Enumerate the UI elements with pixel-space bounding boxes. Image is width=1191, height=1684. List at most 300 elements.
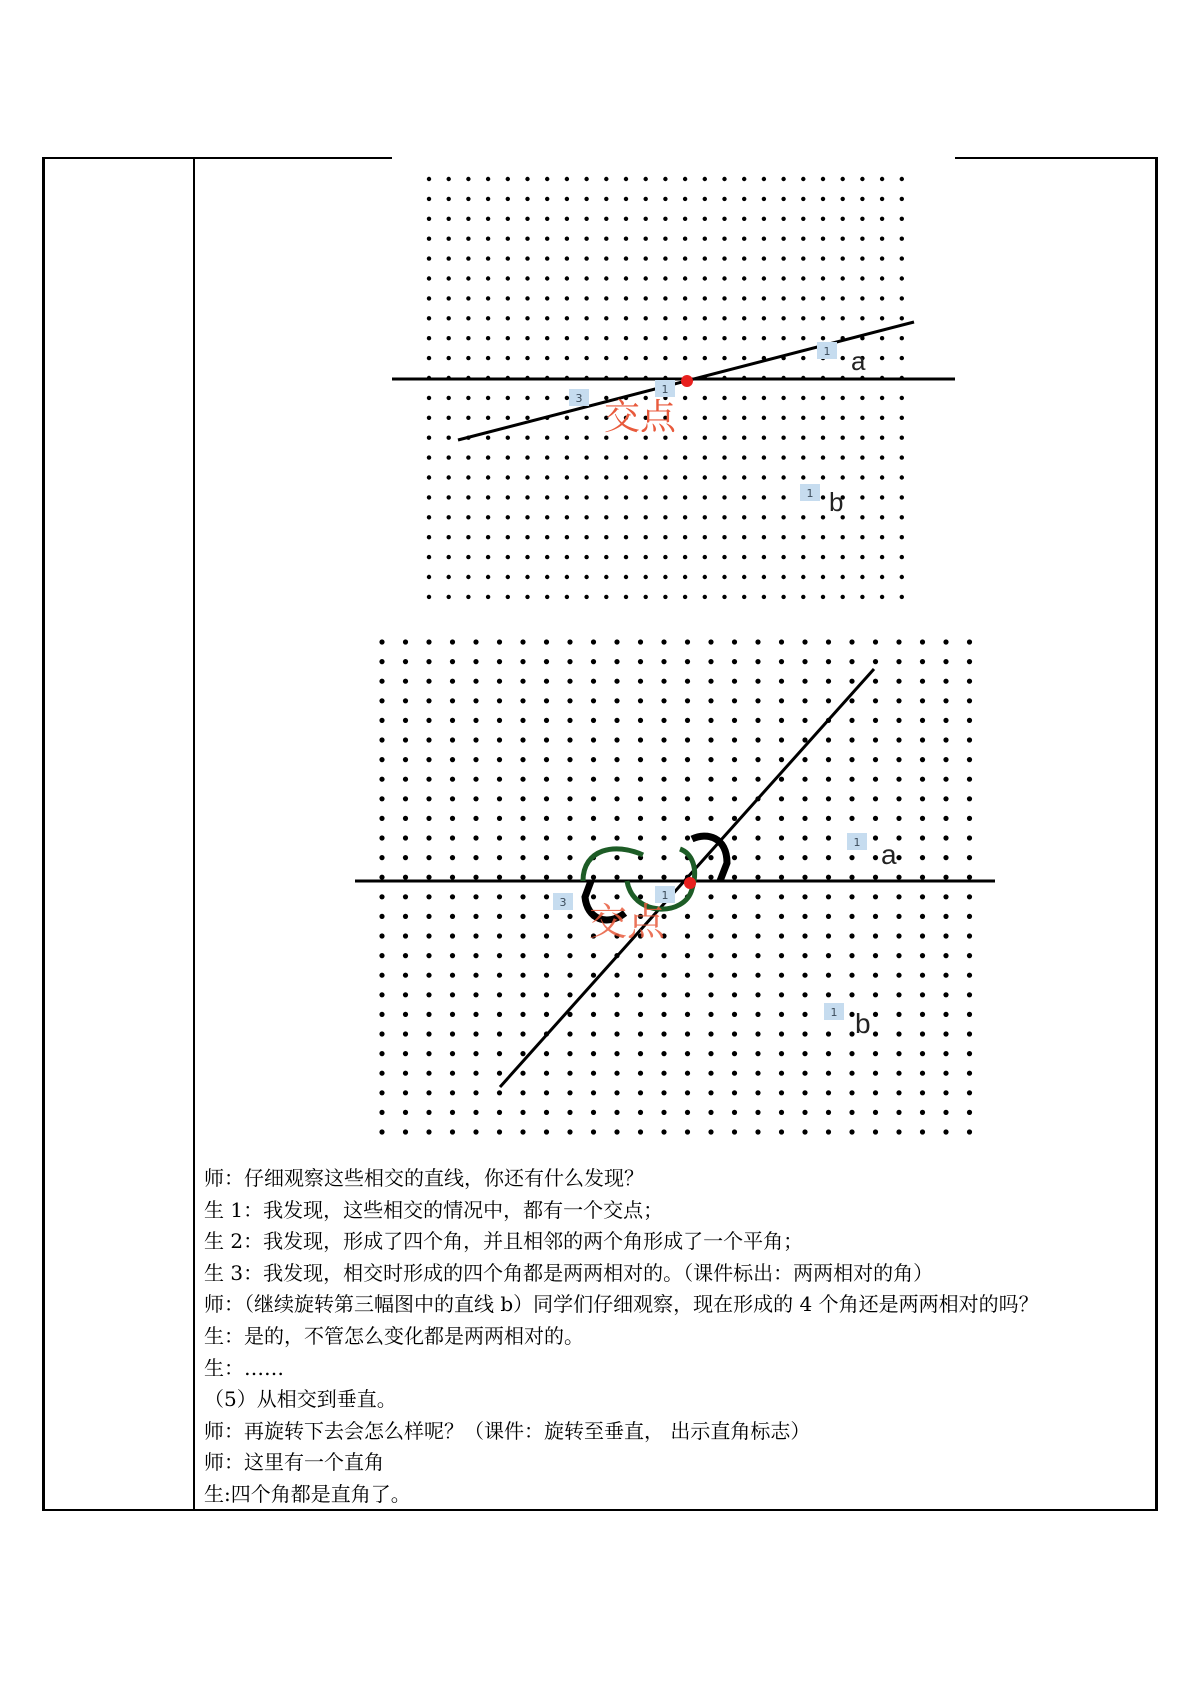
grid-dot [644,276,648,280]
grid-dot [545,515,549,519]
grid-dot [801,436,805,440]
grid-dot [880,416,884,420]
grid-dot [873,777,878,782]
grid-dot [567,777,572,782]
grid-dot [545,495,549,499]
grid-dot [591,1012,596,1017]
grid-dot [873,953,878,958]
grid-dot [920,1031,925,1036]
grid-dot [473,796,478,801]
grid-dot [880,436,884,440]
grid-dot [841,436,845,440]
grid-dot [896,757,901,762]
grid-dot [860,256,864,260]
dot-grid [379,639,972,1134]
grid-dot [545,276,549,280]
grid-dot [544,933,549,938]
grid-dot [880,495,884,499]
grid-dot [722,217,726,221]
grid-dot [801,177,805,181]
grid-dot [826,698,831,703]
grid-dot [661,1012,666,1017]
grid-dot [584,197,588,201]
grid-dot [545,256,549,260]
grid-dot [661,816,666,821]
grid-dot [624,177,628,181]
grid-dot [821,197,825,201]
grid-dot [379,718,384,723]
dialogue-block [204,1163,1154,1511]
grid-dot [544,855,549,860]
grid-dot [426,1090,431,1095]
grid-dot [584,416,588,420]
grid-dot [497,1031,502,1036]
grid-dot [591,1110,596,1115]
grid-dot [683,396,687,400]
grid-dot [841,177,845,181]
grid-dot [403,796,408,801]
grid-dot [506,436,510,440]
grid-dot [860,595,864,599]
grid-dot [779,992,784,997]
grid-dot [644,475,648,479]
grid-dot [379,992,384,997]
grid-dot [644,217,648,221]
grid-dot [802,777,807,782]
grid-dot [567,718,572,723]
grid-dot [920,777,925,782]
grid-dot [802,855,807,860]
grid-dot [545,237,549,241]
figure-1-svg [392,157,955,605]
grid-dot [849,953,854,958]
grid-dot [860,177,864,181]
grid-dot [943,816,948,821]
grid-dot [604,575,608,579]
grid-dot [450,777,455,782]
grid-dot [447,356,451,360]
grid-dot [450,796,455,801]
grid-dot [661,1129,666,1134]
grid-dot [943,698,948,703]
grid-dot [826,953,831,958]
grid-dot [873,737,878,742]
grid-dot [943,973,948,978]
grid-dot [638,1012,643,1017]
grid-dot [497,875,502,880]
grid-dot [849,1110,854,1115]
grid-dot [663,217,667,221]
grid-dot [427,316,431,320]
grid-dot [841,455,845,459]
grid-dot [802,816,807,821]
grid-dot [403,757,408,762]
grid-dot [450,1012,455,1017]
grid-dot [896,1071,901,1076]
grid-dot [567,1031,572,1036]
grid-dot [849,1012,854,1017]
grid-dot [614,816,619,821]
grid-dot [826,875,831,880]
grid-dot [426,992,431,997]
grid-dot [781,515,785,519]
grid-dot [426,835,431,840]
grid-dot [591,737,596,742]
grid-dot [427,356,431,360]
grid-dot [802,679,807,684]
grid-dot [426,777,431,782]
grid-dot [565,416,569,420]
grid-dot [755,1012,760,1017]
dialogue-line: 生：是的，不管怎么变化都是两两相对的。 [204,1323,584,1348]
grid-dot [466,455,470,459]
grid-dot [685,777,690,782]
grid-dot [525,256,529,260]
grid-dot [624,455,628,459]
grid-dot [486,356,490,360]
grid-dot [427,455,431,459]
grid-dot [920,875,925,880]
grid-dot [565,296,569,300]
grid-dot [685,1031,690,1036]
grid-dot [591,1051,596,1056]
grid-dot [506,336,510,340]
grid-dot [486,296,490,300]
grid-dot [426,855,431,860]
grid-dot [781,336,785,340]
grid-dot [967,777,972,782]
grid-dot [403,1012,408,1017]
grid-dot [638,973,643,978]
grid-dot [779,639,784,644]
grid-dot [781,575,785,579]
grid-dot [591,796,596,801]
grid-dot [506,396,510,400]
grid-dot [943,894,948,899]
grid-dot [896,639,901,644]
grid-dot [685,973,690,978]
grid-dot [426,816,431,821]
grid-dot [708,914,713,919]
grid-dot [447,197,451,201]
marker-b [824,1003,844,1020]
grid-dot [900,495,904,499]
grid-dot [450,973,455,978]
grid-dot [732,933,737,938]
grid-dot [638,1051,643,1056]
grid-dot [525,296,529,300]
marker-left [553,893,573,910]
grid-dot [506,197,510,201]
dialogue-line: 生 1：我发现，这些相交的情况中，都有一个交点； [204,1197,664,1222]
grid-dot [732,757,737,762]
grid-dot [708,992,713,997]
grid-dot [544,835,549,840]
grid-dot [802,698,807,703]
grid-dot [821,475,825,479]
grid-dot [506,177,510,181]
svg-text:1: 1 [830,1006,838,1019]
grid-dot [604,356,608,360]
grid-dot [450,718,455,723]
grid-dot [880,256,884,260]
grid-dot [920,855,925,860]
grid-dot [742,515,746,519]
grid-dot [732,875,737,880]
grid-dot [683,237,687,241]
grid-dot [900,535,904,539]
grid-dot [379,777,384,782]
grid-dot [708,639,713,644]
grid-dot [896,914,901,919]
grid-dot [520,894,525,899]
grid-dot [967,1129,972,1134]
grid-dot [880,197,884,201]
grid-dot [683,475,687,479]
grid-dot [967,659,972,664]
grid-dot [755,933,760,938]
grid-dot [403,1129,408,1134]
grid-dot [614,992,619,997]
grid-dot [450,855,455,860]
grid-dot [849,855,854,860]
grid-dot [427,217,431,221]
grid-dot [450,1110,455,1115]
grid-dot [722,356,726,360]
grid-dot [849,659,854,664]
grid-dot [708,777,713,782]
intersecting-lines-figure-1 [392,157,955,605]
grid-dot [821,575,825,579]
grid-dot [567,1129,572,1134]
grid-dot [591,639,596,644]
grid-dot [781,555,785,559]
grid-dot [781,535,785,539]
grid-dot [732,914,737,919]
grid-dot [497,1090,502,1095]
grid-dot [732,698,737,703]
grid-dot [638,1031,643,1036]
grid-dot [663,177,667,181]
grid-dot [426,639,431,644]
grid-dot [544,973,549,978]
grid-dot [506,217,510,221]
grid-dot [520,639,525,644]
grid-dot [638,835,643,840]
marker-b [800,484,820,501]
dialogue-line: 生：…… [204,1355,284,1380]
grid-dot [920,992,925,997]
grid-dot [473,973,478,978]
grid-dot [567,816,572,821]
grid-dot [506,296,510,300]
grid-dot [860,276,864,280]
grid-dot [801,197,805,201]
grid-dot [920,894,925,899]
grid-dot [403,659,408,664]
grid-dot [841,416,845,420]
grid-dot [900,416,904,420]
grid-dot [584,356,588,360]
grid-dot [644,296,648,300]
grid-dot [403,777,408,782]
grid-dot [943,679,948,684]
grid-dot [614,777,619,782]
grid-dot [473,894,478,899]
grid-dot [779,1012,784,1017]
grid-dot [802,737,807,742]
grid-dot [703,356,707,360]
svg-text:1: 1 [806,487,814,500]
grid-dot [486,475,490,479]
grid-dot [591,875,596,880]
grid-dot [779,1090,784,1095]
grid-dot [896,953,901,958]
grid-dot [427,296,431,300]
grid-dot [896,894,901,899]
grid-dot [497,1012,502,1017]
grid-dot [567,1051,572,1056]
grid-dot [755,855,760,860]
grid-dot [661,737,666,742]
grid-dot [920,757,925,762]
grid-dot [426,933,431,938]
grid-dot [473,855,478,860]
grid-dot [732,777,737,782]
grid-dot [379,796,384,801]
grid-dot [525,396,529,400]
grid-dot [860,436,864,440]
grid-dot [967,796,972,801]
grid-dot [545,396,549,400]
grid-dot [779,973,784,978]
grid-dot [821,455,825,459]
grid-dot [447,535,451,539]
grid-dot [661,855,666,860]
grid-dot [781,256,785,260]
grid-dot [849,1129,854,1134]
grid-dot [779,855,784,860]
grid-dot [466,217,470,221]
grid-dot [604,535,608,539]
grid-dot [826,973,831,978]
grid-dot [486,177,490,181]
grid-dot [841,237,845,241]
grid-dot [802,1129,807,1134]
grid-dot [683,276,687,280]
grid-dot [614,875,619,880]
dialogue-line: 生 2：我发现，形成了四个角，并且相邻的两个角形成了一个平角； [204,1229,804,1254]
grid-dot [826,1110,831,1115]
grid-dot [708,737,713,742]
grid-dot [644,316,648,320]
grid-dot [497,1110,502,1115]
grid-dot [520,816,525,821]
grid-dot [638,992,643,997]
grid-dot [685,816,690,821]
grid-dot [497,914,502,919]
grid-dot [732,1071,737,1076]
grid-dot [880,237,884,241]
grid-dot [826,1051,831,1056]
grid-dot [663,535,667,539]
grid-dot [683,177,687,181]
grid-dot [427,535,431,539]
grid-dot [860,316,864,320]
grid-dot [427,555,431,559]
grid-dot [584,336,588,340]
grid-dot [525,316,529,320]
grid-dot [841,575,845,579]
grid-dot [614,639,619,644]
grid-dot [685,1129,690,1134]
grid-dot [450,914,455,919]
grid-dot [967,973,972,978]
svg-text:1: 1 [853,836,861,849]
grid-dot [967,855,972,860]
grid-dot [624,316,628,320]
grid-dot [545,356,549,360]
grid-dot [708,1051,713,1056]
grid-dot [379,757,384,762]
grid-dot [584,217,588,221]
grid-dot [685,698,690,703]
grid-dot [849,973,854,978]
grid-dot [403,737,408,742]
grid-dot [826,914,831,919]
grid-dot [379,855,384,860]
grid-dot [450,1031,455,1036]
grid-dot [663,356,667,360]
grid-dot [544,639,549,644]
grid-dot [943,1051,948,1056]
grid-dot [900,455,904,459]
grid-dot [826,894,831,899]
grid-dot [624,475,628,479]
grid-dot [427,495,431,499]
grid-dot [685,1090,690,1095]
grid-dot [525,495,529,499]
grid-dot [722,296,726,300]
grid-dot [644,197,648,201]
grid-dot [742,356,746,360]
grid-dot [473,835,478,840]
grid-dot [943,1012,948,1017]
grid-dot [591,757,596,762]
grid-dot [486,276,490,280]
grid-dot [722,237,726,241]
grid-dot [604,177,608,181]
grid-dot [801,276,805,280]
grid-dot [801,555,805,559]
grid-dot [567,835,572,840]
grid-dot [403,953,408,958]
grid-dot [614,737,619,742]
grid-dot [683,436,687,440]
grid-dot [779,835,784,840]
grid-dot [450,953,455,958]
grid-dot [873,894,878,899]
grid-dot [762,535,766,539]
grid-dot [779,659,784,664]
grid-dot [604,555,608,559]
grid-dot [520,973,525,978]
grid-dot [762,495,766,499]
grid-dot [755,992,760,997]
grid-dot [742,237,746,241]
grid-dot [685,796,690,801]
grid-dot [604,595,608,599]
